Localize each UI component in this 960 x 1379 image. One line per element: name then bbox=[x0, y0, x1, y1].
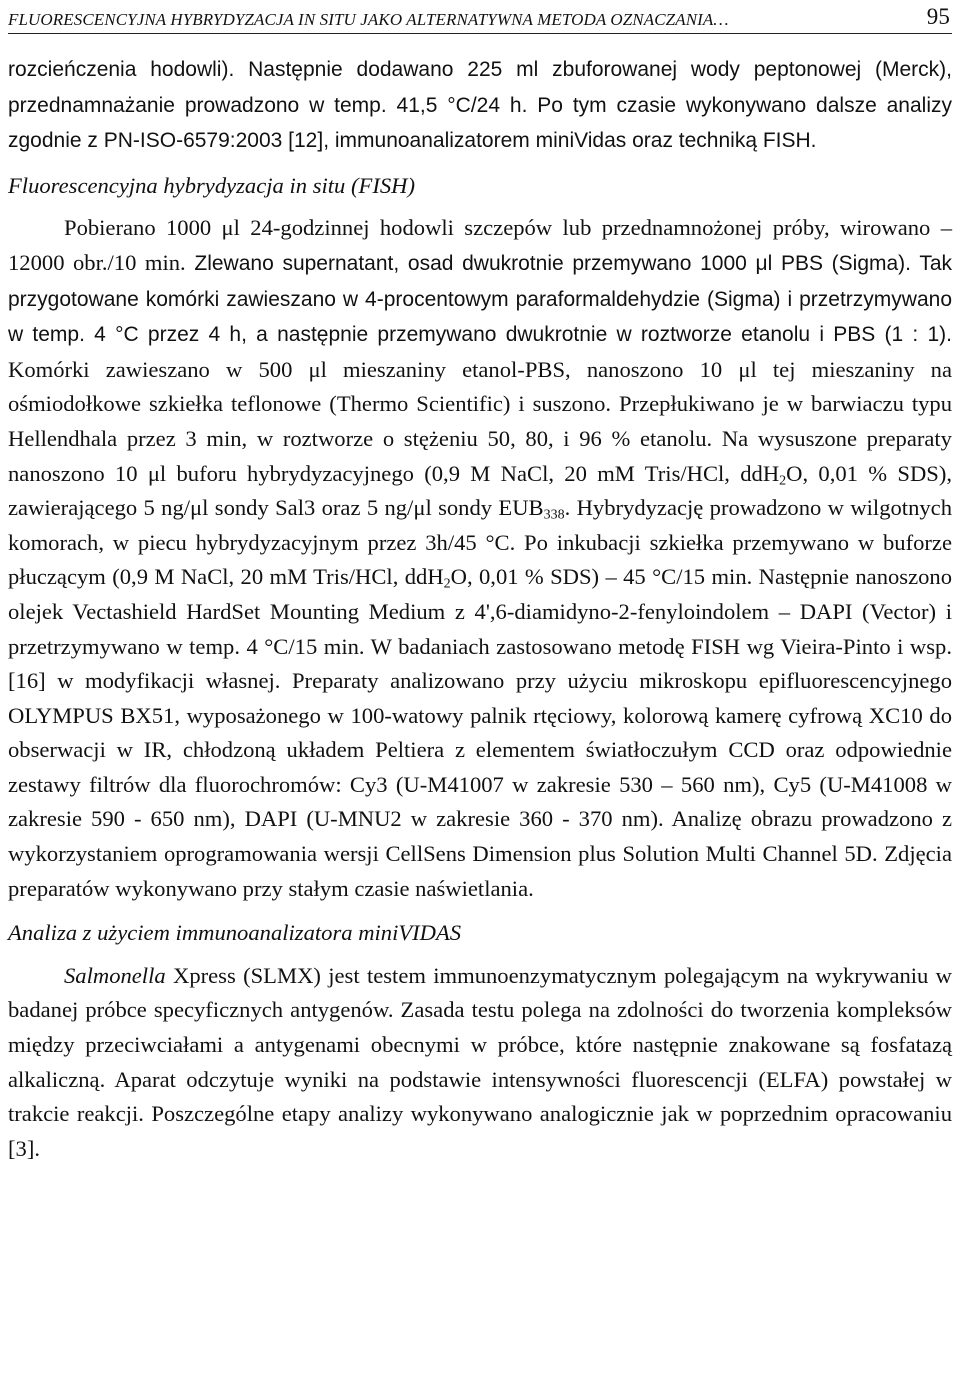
sentence: Xpress (SLMX) jest testem immunoenzymatycznym polegającym na wykrywaniu w badanej próbce specyficznych antygenów. Zasada testu polega na zdolności do tworzenia kompleksów między przeciwciałami a antygenami obecnymi w próbce, które następnie znakowane są fosfatazą alkaliczną. Aparat odczytuje wyniki na podstawie intensywności fluorescencji (ELFA) powstałej w trakcie reakcji. Poszczególne etapy analizy wykonywano analogicznie jak w poprzednim opracowaniu [3]. bbox=[8, 962, 952, 1161]
paragraph-intro-text: rozcieńczenia hodowli). Następnie dodawano 225 ml zbuforowanej wody peptonowej (Merck), przednamnażanie prowadzono w temp. 41,5 °C/24 h. Po tym czasie wykonywano dalsze analizy zgodnie z PN-ISO-6579:2003 [12], immunoanalizatorem miniVidas oraz techniką FISH. bbox=[8, 58, 952, 153]
subscript: 2 bbox=[779, 473, 787, 489]
page-number: 95 bbox=[926, 4, 950, 29]
sentence: Preparaty analizowano przy użyciu mikroskopu epifluorescencyjnego OLYMPUS BX51, wyposażonego w 100-watowy palnik rtęciowy, kolorową kamerę cyfrową XC10 do obserwacji w IR, chłodzoną układem Peltiera z elementem światłoczułym CCD oraz odpowiednie zestawy filtrów dla fluorochromów: Cy3 (U-M41007 w zakresie 530 – 560 nm), Cy5 (U-M41008 w zakresie 590 - 650 nm), DAPI (U-MNU2 w zakresie 360 - 370 nm). Analizę obrazu prowadzono z wykorzystaniem oprogramowania wersji CellSens Dimension plus Solution Multi Channel 5D. Zdjęcia preparatów wykonywano przy stałym czasie naświetlania. bbox=[8, 668, 952, 901]
subscript: 2 bbox=[443, 576, 451, 592]
sentence: W badaniach zastosowano metodę FISH wg Vieira-Pinto i wsp. [16] w modyfikacji własnej. bbox=[8, 633, 952, 694]
subscript: 338 bbox=[543, 507, 565, 523]
genus-name: Salmonella bbox=[64, 962, 166, 988]
sentence: 4 °C przez 4 h, a następnie przemywano dwukrotnie w roztworze etanolu i PBS (1 : 1). bbox=[84, 323, 952, 347]
sentence: Pobierano 1000 μl 24-godzinnej hodowli szczepów lub przednamnożonej próby, wirowano – 12000 obr./10 min. bbox=[8, 215, 952, 275]
sentence: Następnie nanoszono olejek Vectashield HardSet Mounting Medium z 4',6-diamidyno-2-fenyloindolem – DAPI (Vector) i przetrzymywano w temp. 4 °C/15 min. bbox=[8, 564, 952, 659]
sentence: . Hybrydyzację prowadzono w wilgotnych komorach, w piecu hybrydyzacyjnym przez 3h/45 °C. bbox=[8, 495, 952, 555]
paragraph-intro bbox=[8, 52, 952, 159]
sentence: O, 0,01 % SDS), zawierającego 5 ng/μl sondy Sal3 oraz 5 ng/μl sondy EUB bbox=[8, 460, 952, 521]
sentence: Tak przygotowane komórki zawieszano w 4-procentowym paraformaldehydzie (Sigma) i przetrzymywano w temp. bbox=[8, 251, 953, 347]
sentence: Na wysuszone preparaty nanoszono 10 μl buforu hybrydyzacyjnego (0,9 M NaCl, 20 mM Tris/HCl, ddH bbox=[8, 425, 952, 486]
document-page bbox=[8, 0, 952, 1166]
running-title: FLUORESCENCYJNA HYBRYDYZACJA IN SITU JAKO ALTERNATYWNA METODA OZNACZANIA… bbox=[8, 10, 729, 29]
paragraph-minividas bbox=[8, 959, 952, 1167]
paragraph-fish-method bbox=[8, 211, 952, 906]
section-heading-minividas: Analiza z użyciem immunoanalizatora miniVIDAS bbox=[8, 920, 462, 946]
sentence: O, 0,01 % SDS) – 45 °C/15 min. bbox=[450, 564, 753, 590]
sentence: Komórki zawieszano w 500 μl mieszaniny etanol-PBS, nanoszono 10 μl tej mieszaniny na ośmiodołkowe szkiełka teflonowe (Thermo Scientific) i suszono. bbox=[8, 356, 952, 417]
document-body bbox=[8, 52, 952, 1166]
sentence: Zlewano supernatant, osad dwukrotnie przemywano 1000 μl PBS (Sigma). bbox=[185, 251, 912, 275]
section-heading-fish: Fluorescencyjna hybrydyzacja in situ (FISH) bbox=[8, 172, 415, 198]
sentence: Po inkubacji szkiełka przemywano w buforze płuczącym (0,9 M NaCl, 20 mM Tris/HCl, ddH bbox=[8, 529, 952, 590]
running-header bbox=[8, 0, 952, 34]
sentence: Przepłukiwano je w barwiaczu typu Hellendhala przez 3 min, w roztworze o stężeniu 50, 80, i 96 % etanolu. bbox=[8, 391, 953, 451]
